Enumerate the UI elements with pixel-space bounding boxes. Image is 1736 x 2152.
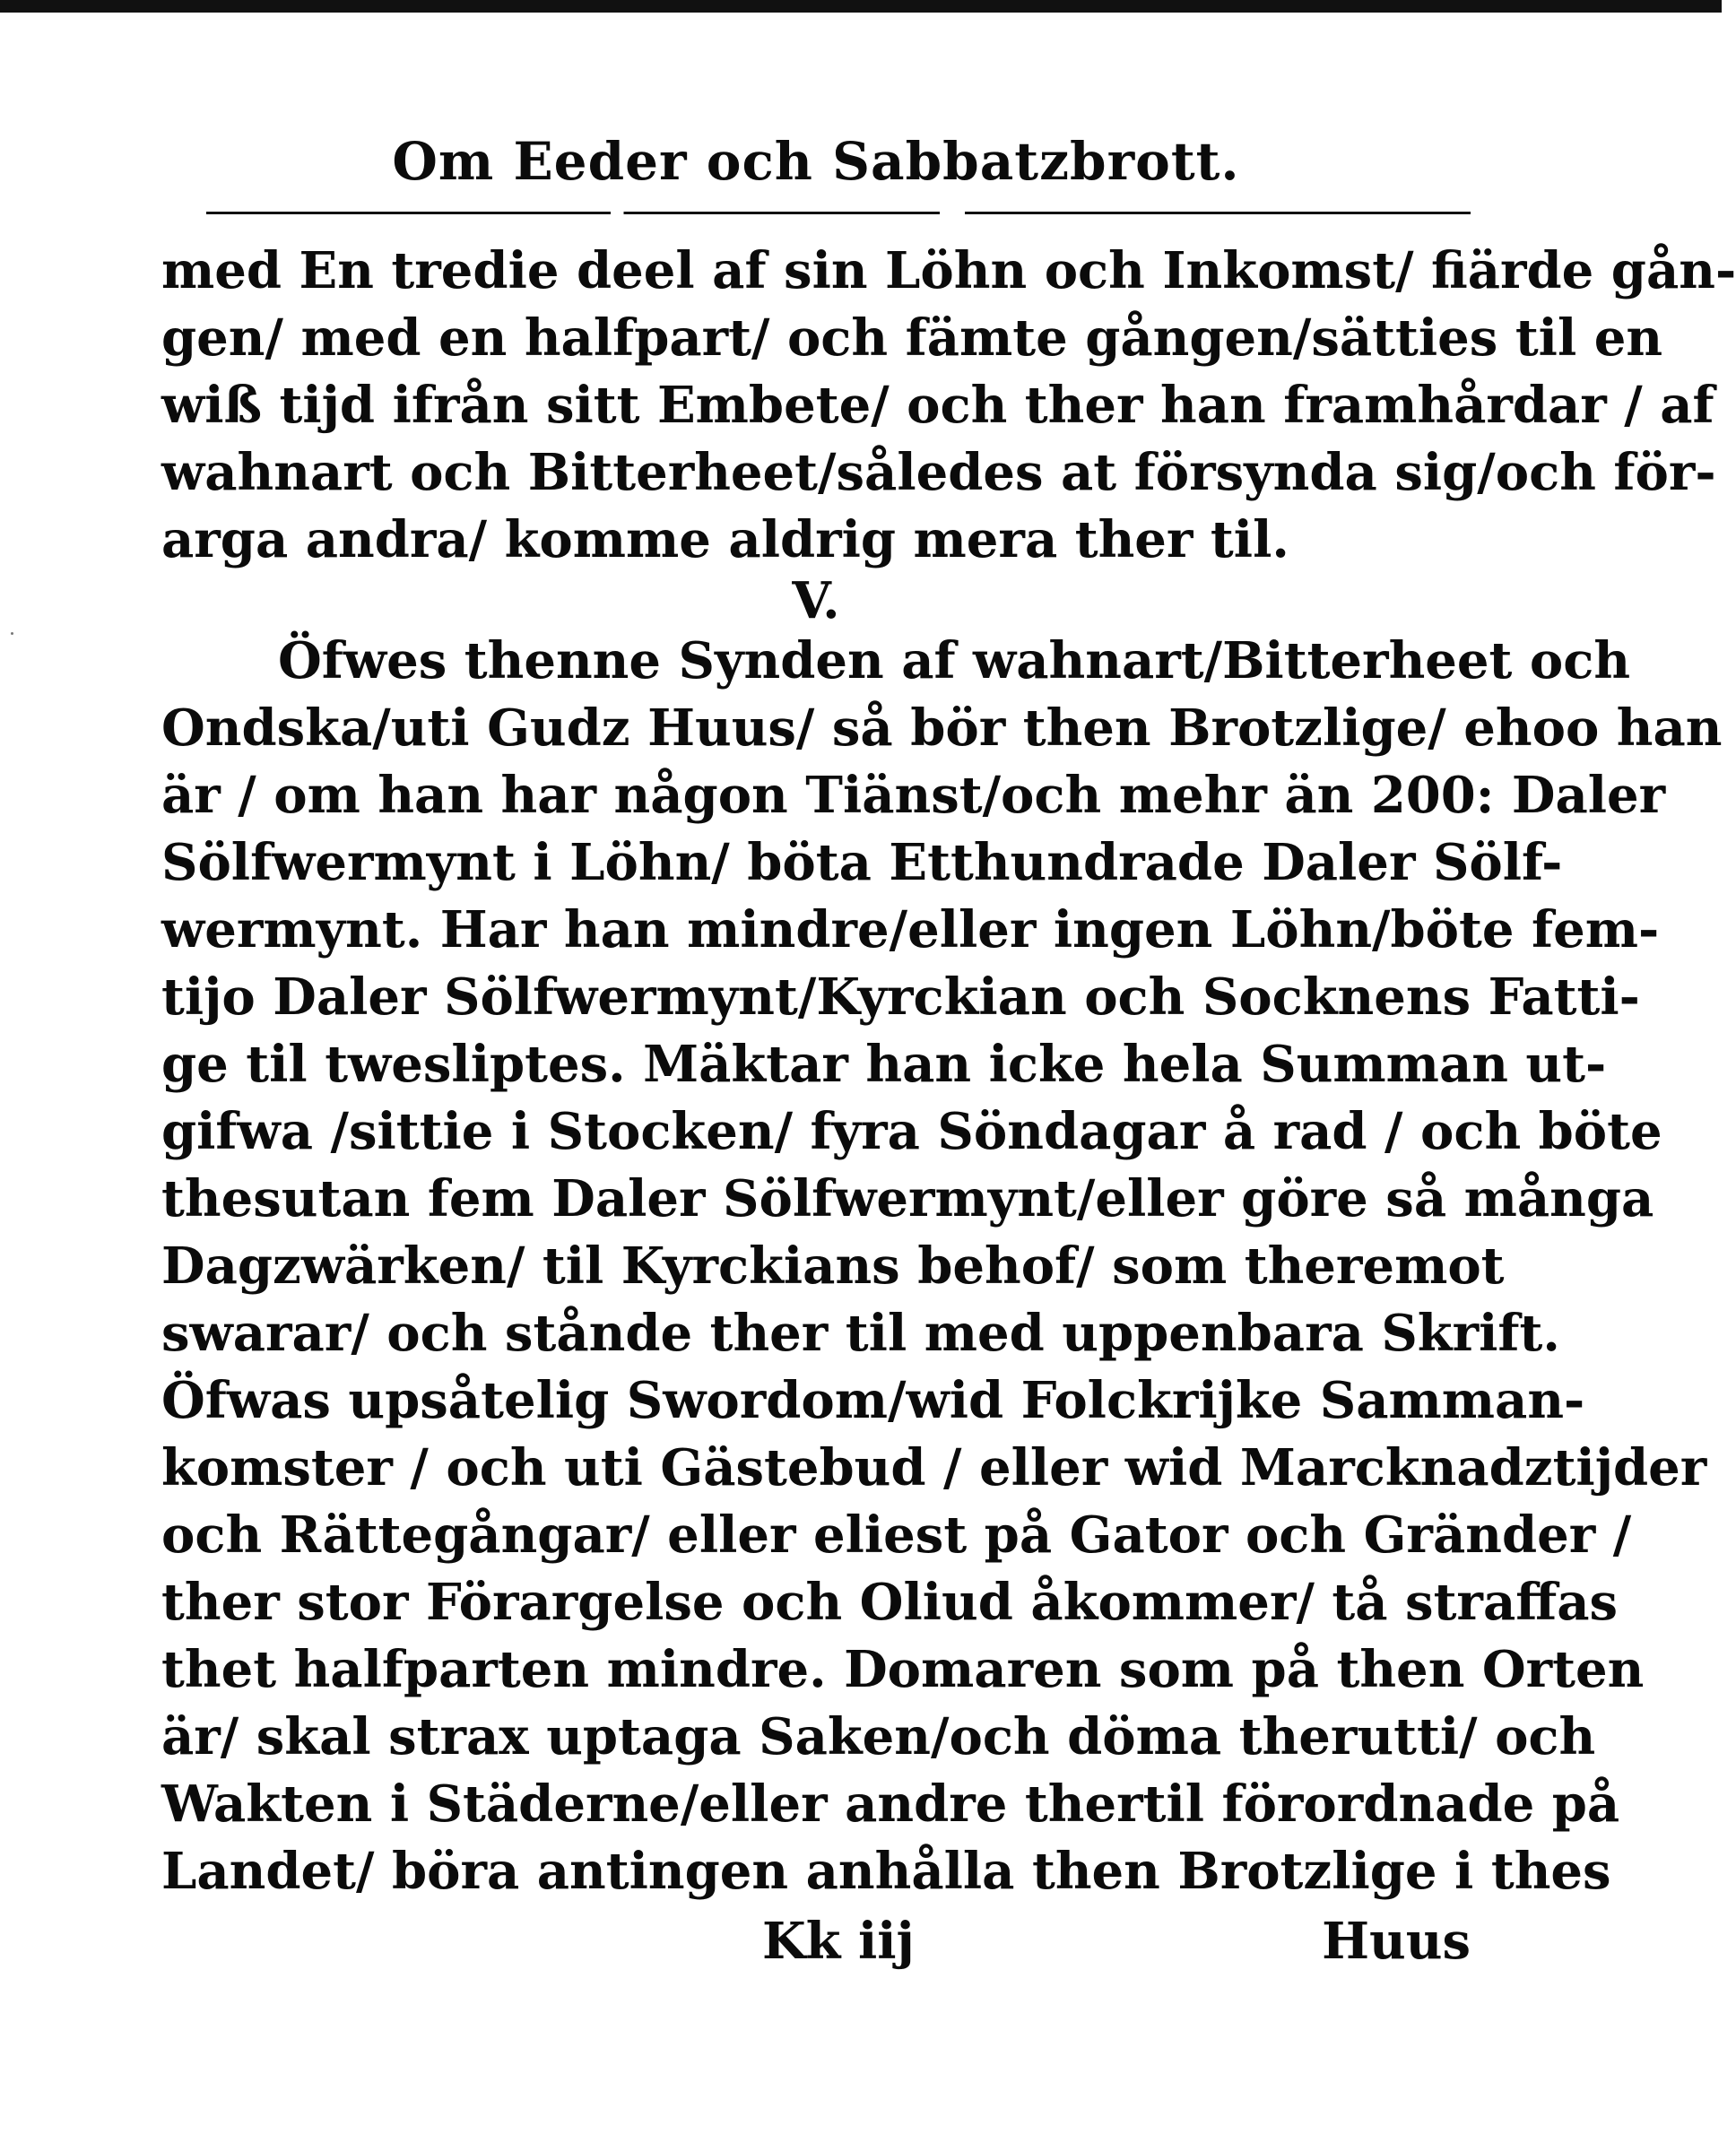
signature-mark: Kk iij: [762, 1912, 915, 1971]
running-head: Om Eeder och Sabbatzbrott.: [392, 131, 1240, 192]
text-line: wahnart och Bitterheet/således at försynda sig/och för-: [161, 443, 1716, 502]
text-line: är/ skal strax uptaga Saken/och döma therutti/ och: [161, 1707, 1596, 1766]
margin-speck: [11, 632, 13, 635]
text-line: Öfwes thenne Synden af wahnart/Bitterheet och: [278, 631, 1631, 690]
text-line: wiß tijd ifrån sitt Embete/ och ther han framhårdar / af: [161, 376, 1714, 435]
text-line: tijo Daler Sölfwermynt/Kyrckian och Socknens Fatti-: [161, 968, 1640, 1027]
text-line: arga andra/ komme aldrig mera ther til.: [161, 510, 1289, 569]
text-line: ther stor Förargelse och Oliud åkommer/ tå straffas: [161, 1573, 1618, 1632]
catchword: Huus: [1322, 1912, 1471, 1971]
text-line: Dagzwärken/ til Kyrckians behof/ som theremot: [161, 1237, 1505, 1296]
text-line: med En tredie deel af sin Löhn och Inkomst/ fiärde gån-: [161, 241, 1736, 300]
text-line: swarar/ och stånde ther til med uppenbara Skrift.: [161, 1304, 1560, 1363]
text-line: komster / och uti Gästebud / eller wid Marcknadztijder: [161, 1438, 1707, 1497]
page-footer-catchline: [161, 1905, 1471, 1977]
text-line: är / om han har någon Tiänst/och mehr än 200: Daler: [161, 766, 1666, 825]
text-line: Wakten i Städerne/eller andre thertil förordnade på: [161, 1775, 1620, 1834]
text-line: Sölfwermynt i Löhn/ böta Etthundrade Daler Sölf-: [161, 833, 1563, 892]
book-page: [161, 0, 1736, 2152]
text-line: ge til twesliptes. Mäktar han icke hela Summan ut-: [161, 1035, 1607, 1094]
text-line: Landet/ böra antingen anhålla then Brotzlige i thes: [161, 1842, 1611, 1901]
text-line: gen/ med en halfpart/ och fämte gången/sätties til en: [161, 308, 1663, 368]
text-line: Ondska/uti Gudz Huus/ så bör then Brotzlige/ ehoo han: [161, 699, 1723, 758]
text-line: och Rättegångar/ eller eliest på Gator och Gränder /: [161, 1506, 1632, 1565]
section-number: V.: [792, 571, 840, 630]
text-line: Öfwas upsåtelig Swordom/wid Folckrijke Samman-: [161, 1371, 1585, 1430]
header-rule: [206, 212, 1471, 214]
text-line: gifwa /sittie i Stocken/ fyra Söndagar å rad / och böte: [161, 1102, 1662, 1161]
text-line: thesutan fem Daler Sölfwermynt/eller göre så många: [161, 1169, 1654, 1228]
text-line: thet halfparten mindre. Domaren som på then Orten: [161, 1640, 1645, 1699]
text-line: wermynt. Har han mindre/eller ingen Löhn/böte fem-: [161, 900, 1660, 959]
body-text: [161, 238, 1736, 1977]
